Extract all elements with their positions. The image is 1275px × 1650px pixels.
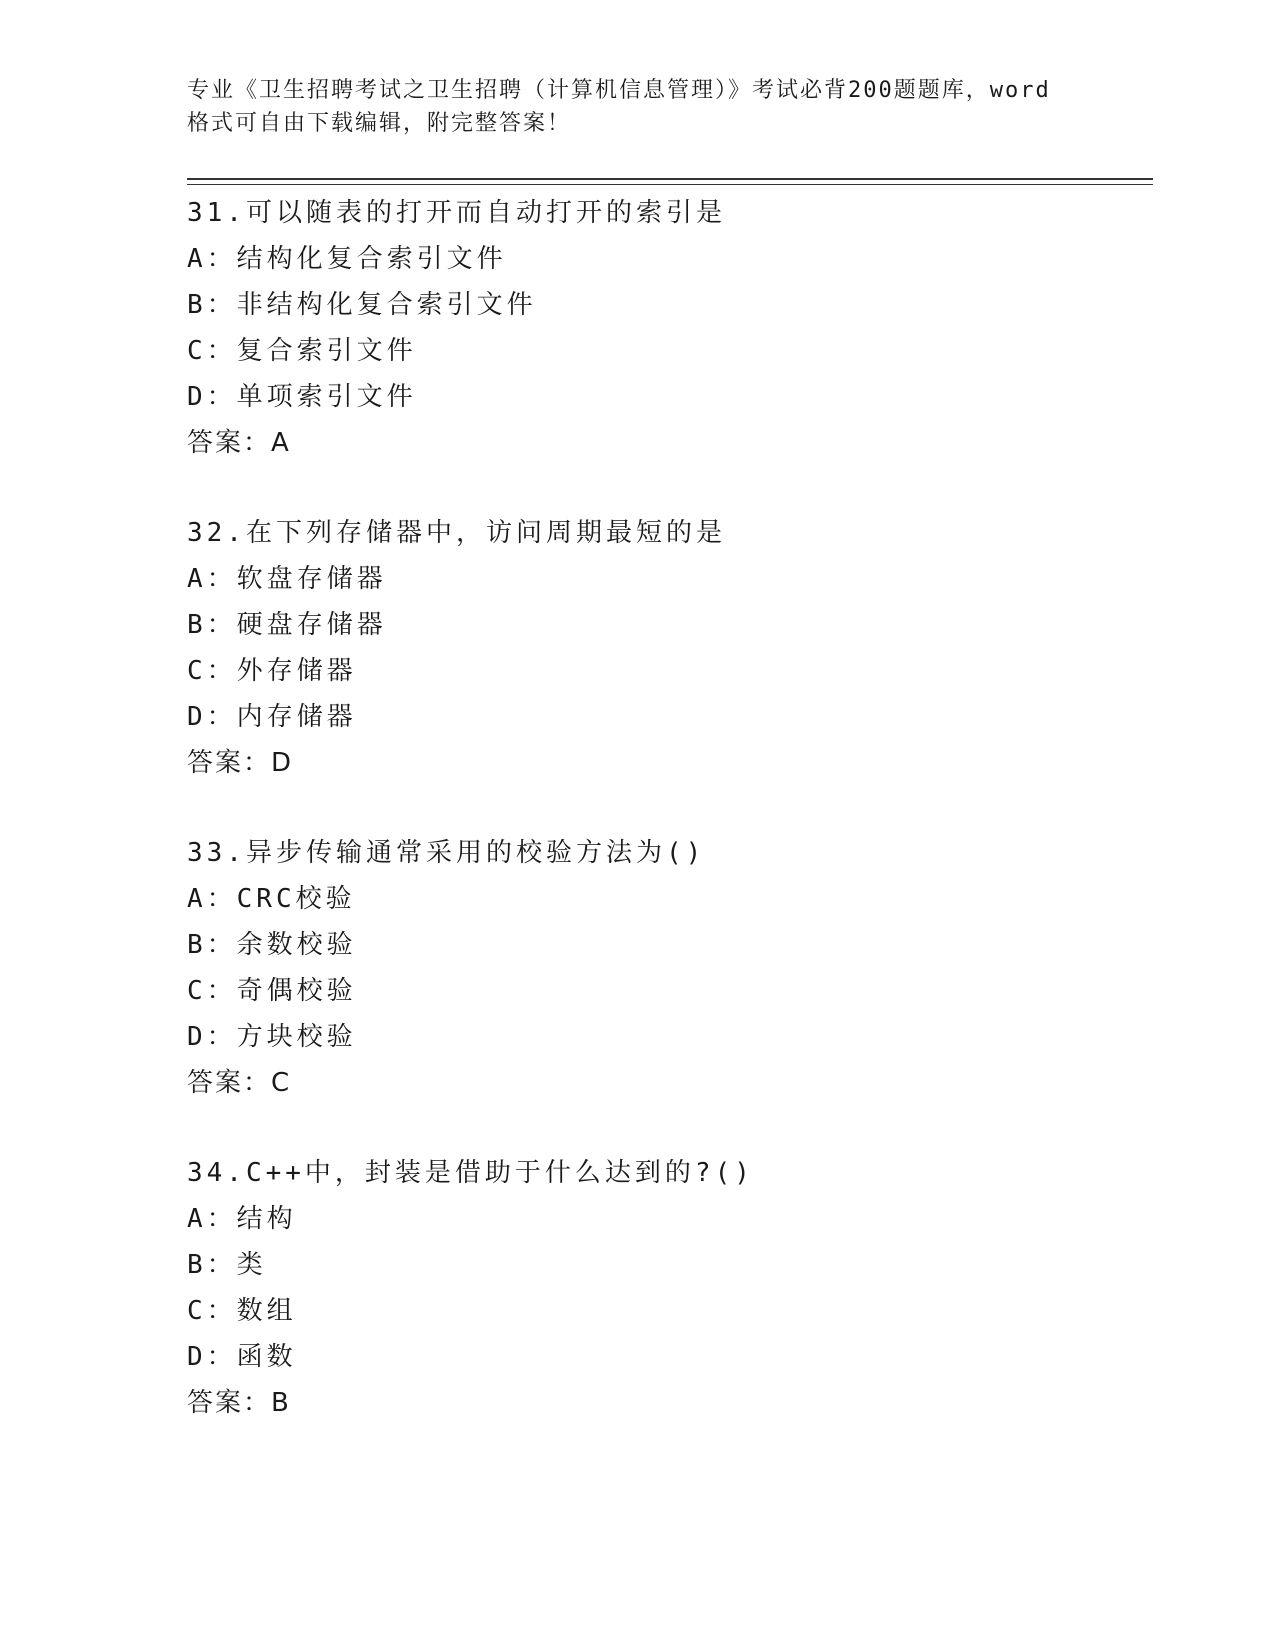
header-line-2: 格式可自由下载编辑，附完整答案！ — [187, 111, 572, 136]
document-header — [187, 74, 1087, 140]
option-b: B：余数校验 — [187, 930, 357, 960]
option-a: A：软盘存储器 — [187, 564, 387, 594]
option-a: A：结构化复合索引文件 — [187, 244, 507, 274]
option-c: C：奇偶校验 — [187, 976, 357, 1006]
question-text: 32.在下列存储器中，访问周期最短的是 — [187, 518, 726, 548]
option-c: C：外存储器 — [187, 656, 357, 686]
option-b: B：类 — [187, 1250, 267, 1280]
option-a: A：结构 — [187, 1204, 297, 1234]
answer: 答案：D — [187, 748, 294, 778]
option-a: A：CRC校验 — [187, 884, 356, 914]
question-text: 34.C++中，封装是借助于什么达到的?() — [187, 1158, 754, 1188]
question-text: 33.异步传输通常采用的校验方法为() — [187, 838, 706, 868]
header-divider-thin — [187, 184, 1153, 185]
option-c: C：数组 — [187, 1296, 297, 1326]
answer: 答案：A — [187, 428, 291, 458]
question-31 — [187, 190, 1147, 466]
question-34 — [187, 1150, 1147, 1426]
option-d: D：单项索引文件 — [187, 382, 417, 412]
option-b: B：非结构化复合索引文件 — [187, 290, 537, 320]
header-line-1: 专业《卫生招聘考试之卫生招聘（计算机信息管理）》考试必背200题题库，word — [187, 78, 1051, 103]
option-b: B：硬盘存储器 — [187, 610, 387, 640]
question-33 — [187, 830, 1147, 1106]
answer: 答案：B — [187, 1388, 291, 1418]
option-d: D：内存储器 — [187, 702, 357, 732]
header-divider — [187, 178, 1153, 180]
option-c: C：复合索引文件 — [187, 336, 417, 366]
question-32 — [187, 510, 1147, 786]
question-text: 31.可以随表的打开而自动打开的索引是 — [187, 198, 726, 228]
option-d: D：函数 — [187, 1342, 297, 1372]
option-d: D：方块校验 — [187, 1022, 357, 1052]
answer: 答案：C — [187, 1068, 292, 1098]
